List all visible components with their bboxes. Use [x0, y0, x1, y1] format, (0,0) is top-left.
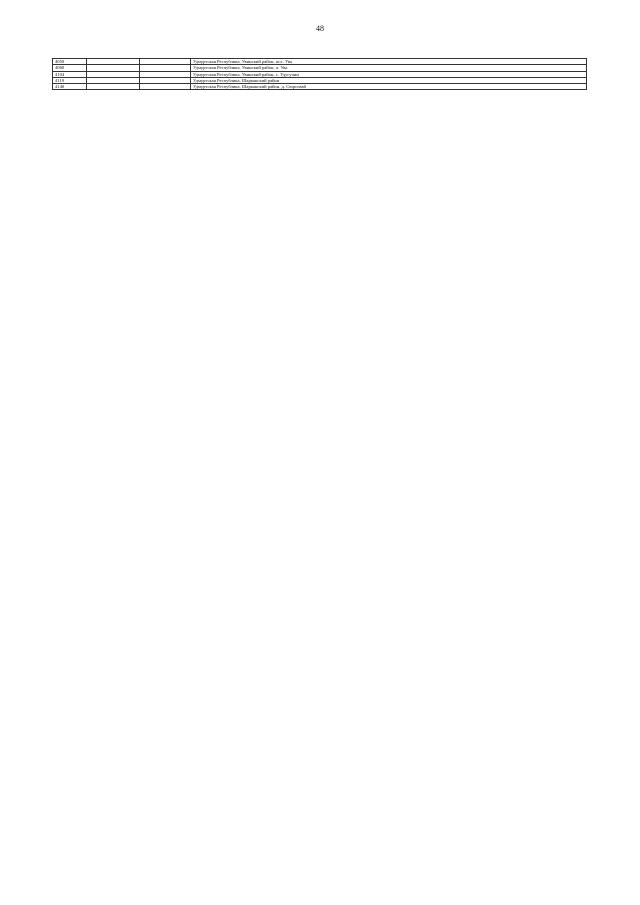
cadastral-number-alt-cell — [140, 84, 191, 90]
register-body — [53, 59, 587, 90]
address-cell: Удмуртская Республика, Увинский район, с. Удугучин — [191, 71, 587, 77]
address-cell: Удмуртская Республика, Шарканский район — [191, 77, 587, 83]
row-number-cell: 4104 — [53, 71, 87, 77]
row-number-cell: 4140 — [53, 84, 87, 90]
address-cell: Удмуртская Республика, Увинский район, пос. Ува — [191, 59, 587, 65]
table-row — [53, 84, 587, 90]
row-number-cell: 4060 — [53, 65, 87, 71]
property-register-table — [52, 58, 587, 90]
row-number-cell: 4050 — [53, 59, 87, 65]
cadastral-number-cell — [87, 84, 140, 90]
address-cell: Удмуртская Республика, Увинский район, п. Ува — [191, 65, 587, 71]
row-number-cell: 4119 — [53, 77, 87, 83]
page-number: 48 — [316, 24, 324, 33]
address-cell: Удмуртская Республика, Шарканский район, д. Сюрсовай — [191, 84, 587, 90]
